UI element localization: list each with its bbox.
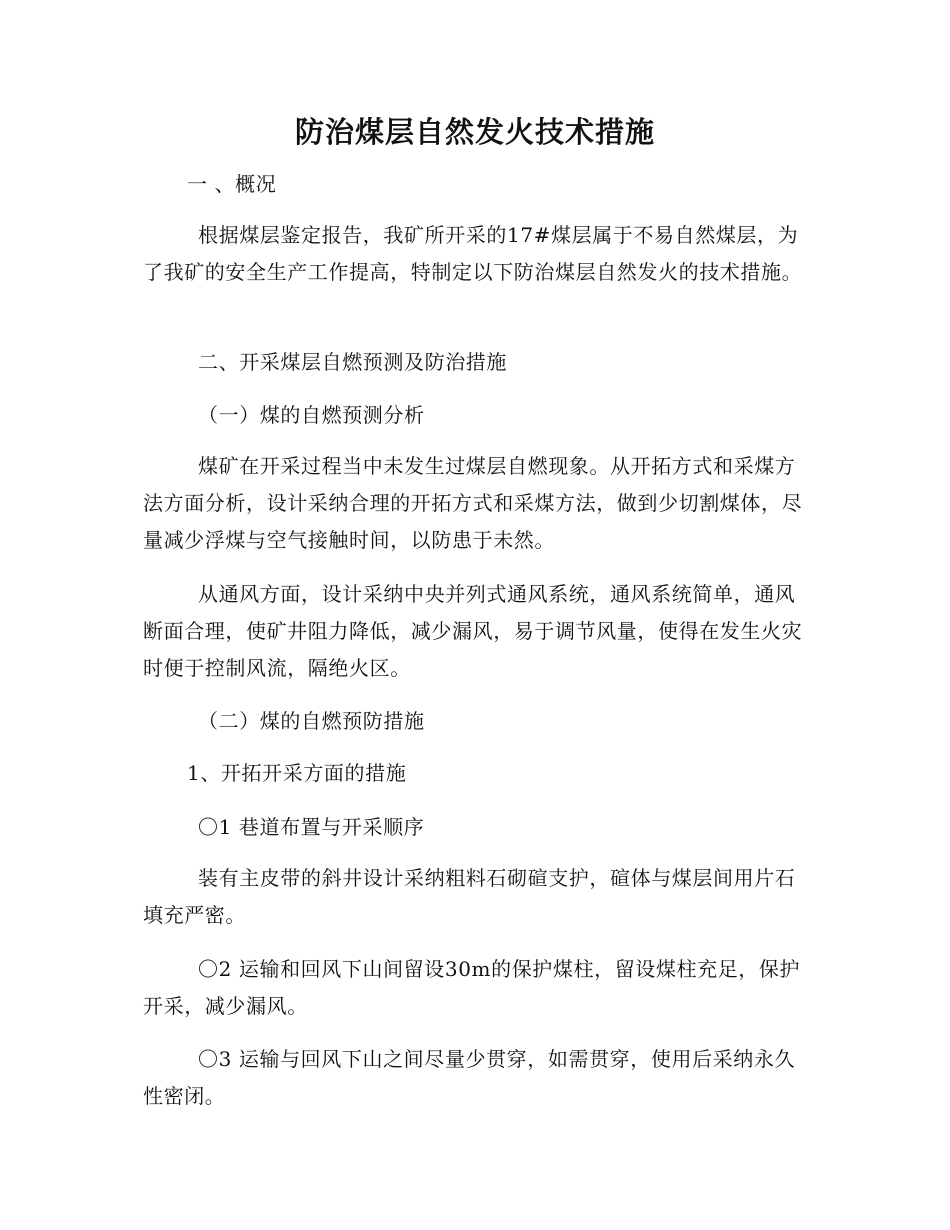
section-heading-overview: 一 、概况 xyxy=(187,172,277,196)
circled-item-2: 〇2 运输和回风下山间留设30m的保护煤柱，留设煤柱充足，保护开采，减少漏风。 xyxy=(143,957,801,1018)
paragraph-overview: 根据煤层鉴定报告，我矿所开采的17#煤层属于不易自然煤层，为了我矿的安全生产工作提高，特制定以下防治煤层自然发火的技术措施。 xyxy=(143,223,803,284)
list-item-development-measures: 1、开拓开采方面的措施 xyxy=(187,761,407,785)
circled-item-3: 〇3 运输与回风下山之间尽量少贯穿，如需贯穿，使用后采纳永久性密闭。 xyxy=(143,1047,796,1108)
paragraph-prediction-analysis: 煤矿在开采过程当中未发生过煤层自燃现象。从开拓方式和采煤方法方面分析，设计采纳合理的开拓方式和采煤方法，做到少切割煤体，尽量减少浮煤与空气接触时间，以防患于未然。 xyxy=(143,454,803,552)
subheading-prediction-analysis: （一）煤的自燃预测分析 xyxy=(198,403,425,427)
section-heading-prediction: 二、开采煤层自燃预测及防治措施 xyxy=(198,350,507,374)
paragraph-inclined-shaft: 装有主皮带的斜井设计采纳粗料石砌碹支护，碹体与煤层间用片石填充严密。 xyxy=(143,866,796,927)
subheading-prevention-measures: （二）煤的自燃预防措施 xyxy=(198,709,425,733)
paragraph-ventilation: 从通风方面，设计采纳中央并列式通风系统，通风系统简单，通风断面合理，使矿井阻力降低，减少漏风，易于调节风量，使得在发生火灾时便于控制风流，隔绝火区。 xyxy=(143,582,803,680)
document-title: 防治煤层自然发火技术措施 xyxy=(294,115,655,149)
circled-item-1: 〇1 巷道布置与开采顺序 xyxy=(198,815,425,839)
